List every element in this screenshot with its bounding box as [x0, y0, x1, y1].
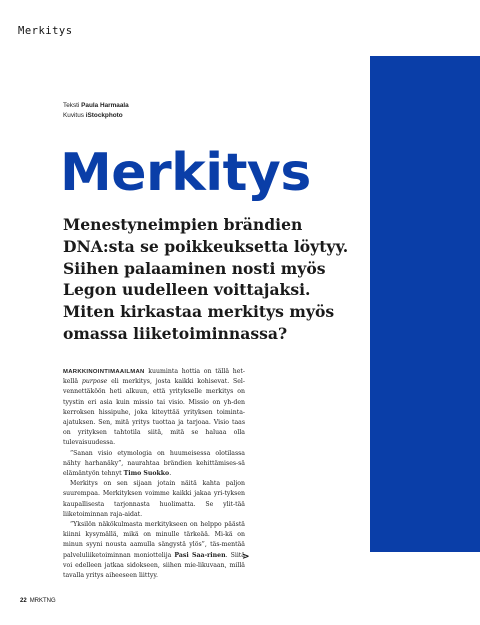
text-credit-author: Paula Harmaala: [81, 102, 129, 109]
photo-credit: [63, 111, 129, 121]
continue-arrow-icon: >: [242, 552, 250, 562]
photo-credit-author: iStockphoto: [85, 112, 123, 119]
lead-line: DNA:sta se poikkeuksetta löytyy.: [63, 236, 349, 256]
paragraph-lead-in: MARKKINOINTIMAAILMAN: [63, 369, 145, 375]
body-paragraph: ”Sanan visio etymologia on huumeisessa olotilassa nähty harhanäky”, naurahtaa brändien kehittämises-sä elämäntyön tehnyt Timo Suokko.: [63, 449, 245, 478]
lead-line: Siihen palaaminen nosti myös: [63, 258, 326, 278]
text-credit-label: Teksti: [63, 102, 80, 109]
body-paragraph: MARKKINOINTIMAAILMAN kuuminta hottia on tällä het-kellä purpose eli merkitys, josta kaikki kohisevat. Sel-vennettäköön heti alkuun, että yritykselle merkitys on tyystin eri asia kuin missio tai visio. Missio on yh-den kerroksen hissipuhe, joka kiteyttää yrityksen toiminta-ajatuksen. Sen, mitä yritys tuottaa ja tarjoaa. Visio taas on yrityksen tahtotila siitä, mitä se haluaa olla tulevaisuudessa.: [63, 368, 245, 447]
article-body: [63, 367, 245, 581]
publication-name: MRKTNG: [29, 598, 56, 604]
lead-line: omassa liiketoiminnassa?: [63, 323, 288, 343]
article-title: Merkitys: [60, 143, 311, 203]
lead-line: Miten kirkastaa merkitys myös: [63, 302, 335, 322]
person-name: Pasi Saa-rinen: [174, 551, 226, 559]
article-lead: [63, 214, 363, 345]
credits: [63, 101, 129, 121]
lead-line: Menestyneimpien brändien: [63, 215, 303, 234]
page-number: 22: [20, 598, 27, 604]
body-paragraph: Merkitys on sen sijaan jotain näitä kahta paljon suurempaa. Merkityksen voimme kaikki jakaa yri-tyksen kaupallisesta tarjonnasta huolimatta. Se ylit-tää liiketoiminnan raja-aidat.: [63, 480, 245, 518]
section-label: Merkitys: [18, 25, 73, 37]
lead-line: Legon uudelleen voittajaksi.: [63, 280, 311, 300]
text-credit: [63, 101, 129, 111]
decorative-blue-bar: [370, 56, 480, 552]
page-footer: [20, 598, 56, 604]
person-name: Timo Suokko: [123, 470, 170, 478]
photo-credit-label: Kuvitus: [63, 112, 84, 119]
body-paragraph: ”Yksilön näkökulmasta merkitykseen on helppo päästä kiinni kysymällä, mikä on minulle tärkeää. Mi-kä on minun syyni nousta aamulla sängystä ylös”, täs-mentää palveluliiketoiminnan moniottelija Pasi Saa-rinen. Siitä voi edelleen jatkaa sidokseen, siihen mie-likuvaan, millä tavalla yritys aiheeseen liittyy.: [63, 521, 245, 580]
